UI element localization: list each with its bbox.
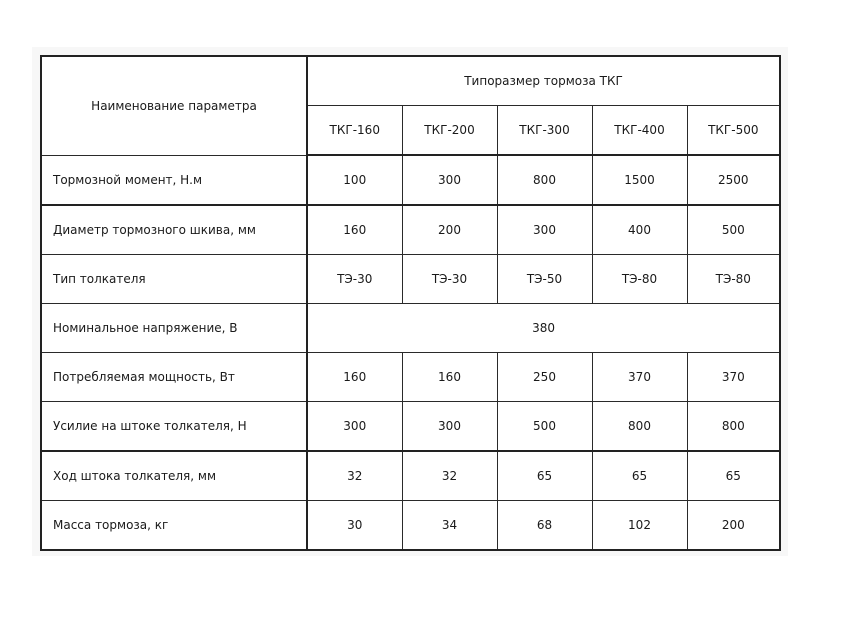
- cell-value: 300: [497, 205, 592, 255]
- cell-value: ТЭ-30: [307, 255, 402, 304]
- cell-value: 1500: [592, 155, 687, 205]
- size-header: ТКГ-160: [307, 106, 402, 156]
- row-label: Номинальное напряжение, В: [41, 304, 307, 353]
- cell-value: 2500: [687, 155, 780, 205]
- cell-value: ТЭ-30: [402, 255, 497, 304]
- cell-value: 160: [402, 353, 497, 402]
- table-row: [41, 451, 780, 501]
- row-label: Ход штока толкателя, мм: [41, 451, 307, 501]
- table-row: [41, 501, 780, 551]
- cell-value: 65: [497, 451, 592, 501]
- row-label: Потребляемая мощность, Вт: [41, 353, 307, 402]
- cell-value: 400: [592, 205, 687, 255]
- cell-value: 32: [402, 451, 497, 501]
- cell-value: 300: [402, 155, 497, 205]
- row-label: Масса тормоза, кг: [41, 501, 307, 551]
- cell-value: 500: [687, 205, 780, 255]
- size-group-header: Типоразмер тормоза ТКГ: [307, 56, 780, 106]
- table-row: [41, 255, 780, 304]
- cell-value: 160: [307, 353, 402, 402]
- row-label: Тормозной момент, Н.м: [41, 155, 307, 205]
- header-row: [41, 56, 780, 106]
- cell-value: 370: [592, 353, 687, 402]
- table-row: [41, 402, 780, 452]
- cell-value: 200: [687, 501, 780, 551]
- cell-value: 160: [307, 205, 402, 255]
- cell-value: 500: [497, 402, 592, 452]
- cell-value: 250: [497, 353, 592, 402]
- cell-value: 68: [497, 501, 592, 551]
- cell-value: 34: [402, 501, 497, 551]
- row-label: Усилие на штоке толкателя, Н: [41, 402, 307, 452]
- cell-value: ТЭ-80: [592, 255, 687, 304]
- cell-value: 300: [402, 402, 497, 452]
- cell-value: 102: [592, 501, 687, 551]
- param-name-header: Наименование параметра: [41, 56, 307, 155]
- merged-cell-value: 380: [307, 304, 780, 353]
- cell-value: 800: [497, 155, 592, 205]
- table-row: [41, 155, 780, 205]
- brake-spec-table: [40, 55, 781, 551]
- row-label: Диаметр тормозного шкива, мм: [41, 205, 307, 255]
- table-row: [41, 353, 780, 402]
- cell-value: 200: [402, 205, 497, 255]
- table-row: [41, 205, 780, 255]
- cell-value: ТЭ-50: [497, 255, 592, 304]
- size-header: ТКГ-200: [402, 106, 497, 156]
- table-row: [41, 304, 780, 353]
- size-header: ТКГ-500: [687, 106, 780, 156]
- cell-value: 800: [687, 402, 780, 452]
- cell-value: 65: [592, 451, 687, 501]
- cell-value: 32: [307, 451, 402, 501]
- cell-value: 800: [592, 402, 687, 452]
- row-label: Тип толкателя: [41, 255, 307, 304]
- cell-value: 370: [687, 353, 780, 402]
- size-header: ТКГ-400: [592, 106, 687, 156]
- cell-value: 30: [307, 501, 402, 551]
- cell-value: ТЭ-80: [687, 255, 780, 304]
- size-header: ТКГ-300: [497, 106, 592, 156]
- cell-value: 65: [687, 451, 780, 501]
- cell-value: 300: [307, 402, 402, 452]
- cell-value: 100: [307, 155, 402, 205]
